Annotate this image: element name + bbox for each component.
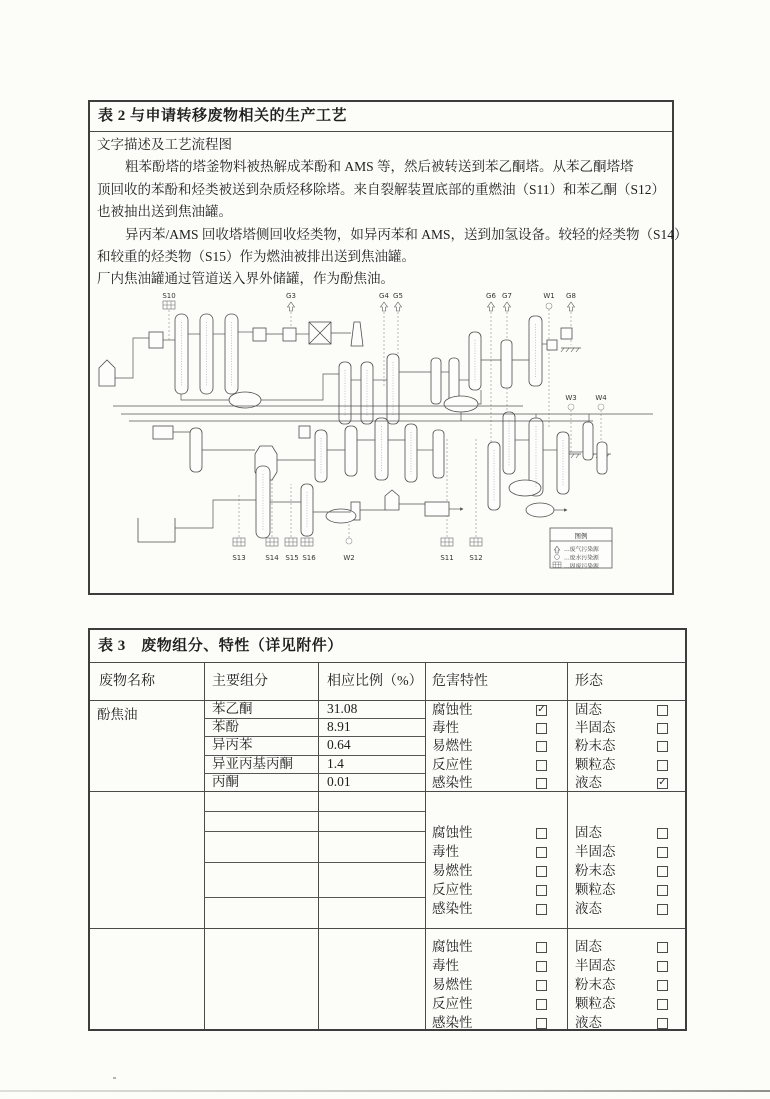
- water-circle-icon: [568, 404, 574, 410]
- hazard-checkbox: [536, 866, 547, 877]
- hazard-label: 易燃性: [432, 738, 473, 753]
- solid-waste-icon: [301, 538, 313, 546]
- form-row: [575, 719, 685, 737]
- component-ratio: 1.4: [327, 756, 344, 771]
- table2-intro: 文字描述及工艺流程图: [97, 137, 232, 152]
- form-row: [575, 737, 685, 755]
- form-label: 固态: [575, 702, 602, 717]
- form-row: [575, 756, 685, 774]
- stream-label-s10: S10: [162, 292, 176, 300]
- legend-water-label: …废水污染源: [564, 555, 599, 562]
- component-ratio: 8.91: [327, 719, 351, 734]
- form-row: [575, 862, 685, 880]
- form-checkbox: [657, 885, 668, 896]
- hazard-row: [432, 938, 566, 956]
- hazard-row: [432, 1014, 566, 1032]
- stream-label-g7: G7: [502, 292, 512, 300]
- form-row: [575, 1014, 685, 1032]
- form-checkbox: [657, 705, 668, 716]
- component-ratio: 0.64: [327, 737, 351, 752]
- form-label: 粉末态: [575, 863, 616, 878]
- hazard-checkbox: [536, 980, 547, 991]
- stream-label-g5: G5: [393, 292, 403, 300]
- component-name: 苯酚: [212, 719, 239, 734]
- hazard-row: [432, 737, 566, 755]
- hazard-checkbox: [536, 828, 547, 839]
- form-row: [575, 957, 685, 975]
- solid-waste-icon: [233, 538, 245, 546]
- stream-label-s13: S13: [232, 554, 246, 562]
- hazard-row: [432, 701, 566, 719]
- hazard-label: 腐蚀性: [432, 702, 473, 717]
- hazard-label: 毒性: [432, 720, 459, 735]
- subrow-divider: [204, 897, 425, 898]
- stream-label-g8: G8: [566, 292, 576, 300]
- hazard-label: 反应性: [432, 757, 473, 772]
- form-label: 液态: [575, 1015, 602, 1030]
- form-label: 粉末态: [575, 977, 616, 992]
- table2-text-block: [97, 134, 688, 291]
- gas-arrow-icon: [568, 302, 575, 311]
- form-row: [575, 881, 685, 899]
- form-checkbox: [657, 828, 668, 839]
- component-ratio: 31.08: [327, 701, 358, 716]
- hazard-checkbox: [536, 778, 547, 789]
- form-label: 颗粒态: [575, 757, 616, 772]
- stream-label-w2: W2: [343, 554, 355, 562]
- header-form: 形态: [575, 674, 603, 689]
- form-row: [575, 701, 685, 719]
- form-checkbox: [657, 942, 668, 953]
- gas-arrow-icon: [395, 302, 402, 311]
- form-row: [575, 843, 685, 861]
- hazard-label: 感染性: [432, 901, 473, 916]
- solid-waste-icon: [441, 538, 453, 546]
- form-checkbox: [657, 1018, 668, 1029]
- form-label: 液态: [575, 775, 602, 790]
- ground-symbol: [561, 348, 581, 352]
- hazard-checkbox: [536, 847, 547, 858]
- hazard-row: [432, 843, 566, 861]
- hazard-label: 易燃性: [432, 977, 473, 992]
- hazard-label: 感染性: [432, 775, 473, 790]
- table2-text-line: 厂内焦油罐通过管道送入界外储罐，作为酚焦油。: [97, 271, 394, 287]
- table3-title: 表 3 废物组分、特性（详见附件）: [90, 630, 685, 663]
- hazard-checkbox: ✓: [537, 704, 546, 715]
- hazard-row: [432, 881, 566, 899]
- hazard-row: [432, 995, 566, 1013]
- stream-label-s15: S15: [285, 554, 299, 562]
- form-label: 颗粒态: [575, 882, 616, 897]
- stream-label-w3: W3: [565, 394, 577, 402]
- subrow-divider: [204, 862, 425, 863]
- subrow-divider: [204, 831, 425, 832]
- stream-label-g6: G6: [486, 292, 496, 300]
- hazard-label: 感染性: [432, 1015, 473, 1030]
- hazard-label: 反应性: [432, 882, 473, 897]
- component-name: 异亚丙基丙酮: [212, 756, 293, 771]
- hazard-checkbox: [536, 961, 547, 972]
- hazard-checkbox: [536, 1018, 547, 1029]
- gas-arrow-icon: [488, 302, 495, 311]
- hazard-label: 腐蚀性: [432, 939, 473, 954]
- header-hazard: 危害特性: [432, 674, 488, 689]
- form-checkbox: [657, 980, 668, 991]
- hazard-checkbox: [536, 885, 547, 896]
- hazard-checkbox: [536, 760, 547, 771]
- form-checkbox: [657, 760, 668, 771]
- hazard-label: 毒性: [432, 958, 459, 973]
- component-name: 苯乙酮: [212, 701, 253, 716]
- stream-label-s11: S11: [440, 554, 454, 562]
- stream-label-s14: S14: [265, 554, 279, 562]
- component-name: 丙酮: [212, 774, 239, 789]
- solid-waste-icon: [266, 538, 278, 546]
- form-checkbox: [657, 961, 668, 972]
- legend-gas-label: …废气污染源: [564, 547, 599, 553]
- row-divider: [90, 928, 685, 929]
- legend-water-icon: [555, 555, 560, 560]
- hazard-checkbox: [536, 904, 547, 915]
- table3-waste-components: [88, 628, 687, 1031]
- hazard-row: [432, 719, 566, 737]
- form-checkbox: [657, 866, 668, 877]
- gas-arrow-icon: [288, 302, 295, 311]
- form-row: [575, 938, 685, 956]
- form-checkbox: [657, 904, 668, 915]
- table2-text-line: 粗苯酚塔的塔釜物料被热解成苯酚和 AMS 等，然后被转送到苯乙酮塔。从苯乙酮塔塔: [125, 159, 634, 175]
- form-row: [575, 824, 685, 842]
- stream-label-g4: G4: [379, 292, 389, 300]
- table2-text-line: 顶回收的苯酚和烃类被送到杂质烃移除塔。来自裂解装置底部的重燃油（S11）和苯乙酮（S12）: [97, 181, 666, 197]
- hazard-row: [432, 862, 566, 880]
- hazard-label: 易燃性: [432, 863, 473, 878]
- form-checkbox: [657, 723, 668, 734]
- hazard-label: 反应性: [432, 996, 473, 1011]
- hazard-row: [432, 824, 566, 842]
- form-row: [575, 976, 685, 994]
- table2-text-line: 也被抽出送到焦油罐。: [97, 204, 232, 220]
- hazard-checkbox: [536, 942, 547, 953]
- form-row: [575, 774, 685, 792]
- form-label: 半固态: [575, 844, 616, 859]
- form-label: 固态: [575, 825, 602, 840]
- form-checkbox: [657, 741, 668, 752]
- scan-edge-artifact: [0, 1090, 770, 1092]
- stream-label-s12: S12: [469, 554, 483, 562]
- hazard-row: [432, 900, 566, 918]
- solid-waste-icon: [470, 538, 482, 546]
- table2-text-line: 异丙苯/AMS 回收塔塔侧回收烃类物，如异丙苯和 AMS，送到加氢设备。较轻的烃类物（S14）: [125, 226, 688, 242]
- table2-production-process: [88, 100, 688, 595]
- legend-title: 图例: [574, 532, 588, 540]
- process-flow-diagram: [93, 288, 667, 588]
- hazard-checkbox: [536, 723, 547, 734]
- header-main-component: 主要组分: [212, 674, 268, 689]
- hazard-label: 毒性: [432, 844, 459, 859]
- form-label: 液态: [575, 901, 602, 916]
- water-circle-icon: [346, 538, 352, 544]
- solid-waste-icon: [163, 301, 175, 309]
- scan-speck-artifact: [113, 1077, 116, 1079]
- form-label: 半固态: [575, 958, 616, 973]
- form-label: 粉末态: [575, 738, 616, 753]
- hazard-checkbox: [536, 999, 547, 1010]
- hazard-row: [432, 957, 566, 975]
- hazard-row: [432, 774, 566, 792]
- solid-waste-icon: [285, 538, 297, 546]
- hazard-row: [432, 976, 566, 994]
- legend-solid-icon: [553, 562, 561, 568]
- gas-arrow-icon: [504, 302, 511, 311]
- gas-arrow-icon: [381, 302, 388, 311]
- hazard-label: 腐蚀性: [432, 825, 473, 840]
- form-row: [575, 995, 685, 1013]
- stream-label-s16: S16: [302, 554, 316, 562]
- header-waste-name: 废物名称: [99, 674, 155, 689]
- form-row: [575, 900, 685, 918]
- table2-title: 表 2 与申请转移废物相关的生产工艺: [90, 102, 672, 132]
- form-checkbox: [657, 999, 668, 1010]
- stream-label-w1: W1: [543, 292, 555, 300]
- legend-solid-label: …固废污染源: [564, 564, 599, 570]
- form-label: 固态: [575, 939, 602, 954]
- hazard-row: [432, 756, 566, 774]
- header-ratio: 相应比例（%）: [327, 674, 423, 689]
- stream-label-w4: W4: [595, 394, 607, 402]
- process-equipment: [99, 314, 607, 542]
- water-circle-icon: [546, 303, 552, 309]
- subrow-divider: [204, 811, 425, 812]
- diagram-legend: [550, 528, 612, 570]
- hazard-checkbox: [536, 741, 547, 752]
- component-name: 异丙苯: [212, 737, 253, 752]
- water-circle-icon: [598, 404, 604, 410]
- form-checkbox: ✓: [658, 777, 667, 788]
- waste-name: 酚焦油: [97, 707, 138, 722]
- table2-text-line: 和较重的烃类物（S15）作为燃油被排出送到焦油罐。: [97, 249, 416, 265]
- stream-label-g3: G3: [286, 292, 296, 300]
- form-label: 半固态: [575, 720, 616, 735]
- form-checkbox: [657, 847, 668, 858]
- form-label: 颗粒态: [575, 996, 616, 1011]
- component-ratio: 0.01: [327, 774, 351, 789]
